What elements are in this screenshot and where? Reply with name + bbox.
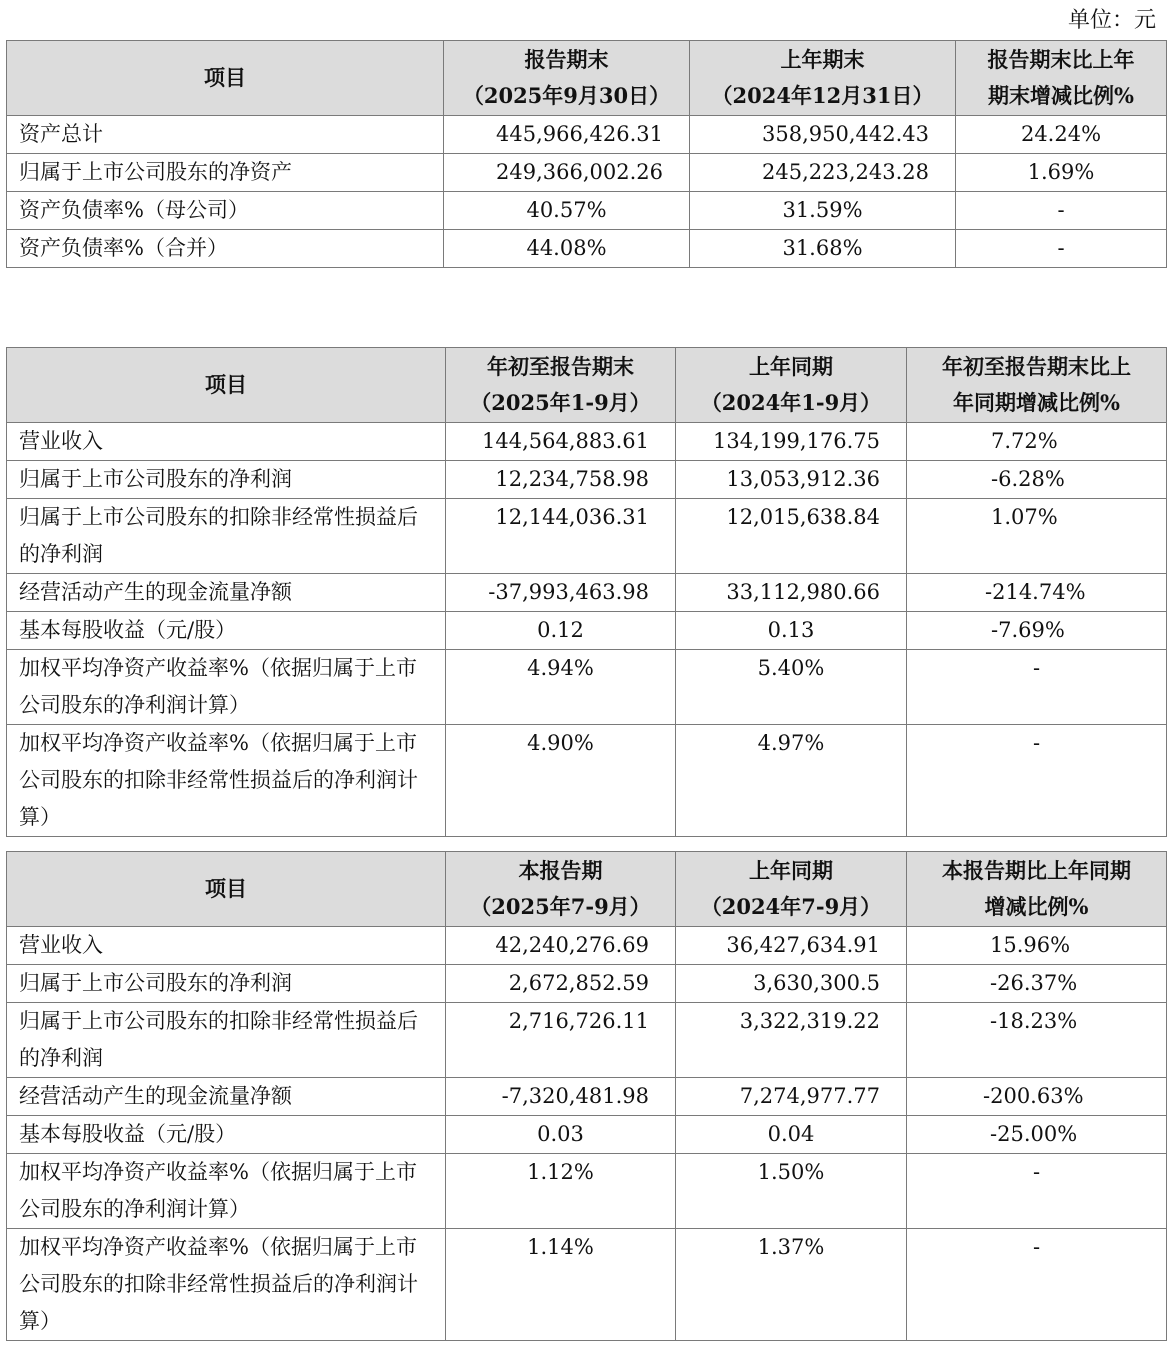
table-row: [7, 192, 1167, 230]
table-row: [7, 725, 1167, 837]
row-current: 12,234,758.98: [446, 461, 676, 499]
row-prior: 134,199,176.75: [676, 423, 907, 461]
row-prior: 5.40%: [676, 650, 907, 725]
row-current: 40.57%: [444, 192, 690, 230]
table-header-row: [7, 41, 1167, 116]
row-current: 144,564,883.61: [446, 423, 676, 461]
row-change: -: [956, 192, 1167, 230]
row-change: 1.69%: [956, 154, 1167, 192]
row-change: 24.24%: [956, 116, 1167, 154]
row-change: -200.63%: [907, 1078, 1167, 1116]
row-prior: 13,053,912.36: [676, 461, 907, 499]
row-prior: 33,112,980.66: [676, 574, 907, 612]
row-current: -37,993,463.98: [446, 574, 676, 612]
row-prior: 0.04: [676, 1116, 907, 1154]
row-item: 归属于上市公司股东的净利润: [7, 461, 446, 499]
row-prior: 12,015,638.84: [676, 499, 907, 574]
row-item: 归属于上市公司股东的净利润: [7, 965, 446, 1003]
table-row: [7, 230, 1167, 268]
row-prior: 1.50%: [676, 1154, 907, 1229]
row-current: 42,240,276.69: [446, 927, 676, 965]
row-prior: 358,950,442.43: [690, 116, 956, 154]
row-current: 2,716,726.11: [446, 1003, 676, 1078]
row-prior: 4.97%: [676, 725, 907, 837]
row-change: 15.96%: [907, 927, 1167, 965]
header-change: 本报告期比上年同期 增减比例%: [907, 852, 1167, 927]
header-change: 年初至报告期末比上 年同期增减比例%: [907, 348, 1167, 423]
table-row: [7, 1116, 1167, 1154]
row-item: 归属于上市公司股东的净资产: [7, 154, 444, 192]
header-item: 项目: [7, 41, 444, 116]
row-change: -: [907, 1229, 1167, 1341]
header-current-period: 本报告期 （2025年7-9月）: [446, 852, 676, 927]
table-row: [7, 650, 1167, 725]
row-current: 2,672,852.59: [446, 965, 676, 1003]
table-row: [7, 1154, 1167, 1229]
row-item: 基本每股收益（元/股）: [7, 1116, 446, 1154]
table-row: [7, 423, 1167, 461]
row-change: -214.74%: [907, 574, 1167, 612]
row-change: -: [907, 725, 1167, 837]
row-item: 归属于上市公司股东的扣除非经常性损益后的净利润: [7, 1003, 446, 1078]
table-row: [7, 154, 1167, 192]
row-change: -18.23%: [907, 1003, 1167, 1078]
row-item: 基本每股收益（元/股）: [7, 612, 446, 650]
row-current: 249,366,002.26: [444, 154, 690, 192]
header-item: 项目: [7, 348, 446, 423]
row-current: 1.14%: [446, 1229, 676, 1341]
row-prior: 0.13: [676, 612, 907, 650]
header-change: 报告期末比上年 期末增减比例%: [956, 41, 1167, 116]
row-item: 加权平均净资产收益率%（依据归属于上市公司股东的净利润计算）: [7, 1154, 446, 1229]
row-change: 1.07%: [907, 499, 1167, 574]
row-prior: 36,427,634.91: [676, 927, 907, 965]
balance-table: [6, 40, 1167, 268]
row-current: -7,320,481.98: [446, 1078, 676, 1116]
row-item: 资产负债率%（母公司）: [7, 192, 444, 230]
table-row: [7, 1229, 1167, 1341]
row-current: 4.90%: [446, 725, 676, 837]
table-header-row: [7, 852, 1167, 927]
header-item: 项目: [7, 852, 446, 927]
row-prior: 3,322,319.22: [676, 1003, 907, 1078]
row-item: 加权平均净资产收益率%（依据归属于上市公司股东的净利润计算）: [7, 650, 446, 725]
row-item: 加权平均净资产收益率%（依据归属于上市公司股东的扣除非经常性损益后的净利润计算）: [7, 1229, 446, 1341]
row-current: 12,144,036.31: [446, 499, 676, 574]
header-prior-period: 上年同期 （2024年7-9月）: [676, 852, 907, 927]
table-row: [7, 574, 1167, 612]
row-change: 7.72%: [907, 423, 1167, 461]
row-change: -: [956, 230, 1167, 268]
table-row: [7, 927, 1167, 965]
header-prior-period: 上年同期 （2024年1-9月）: [676, 348, 907, 423]
row-item: 归属于上市公司股东的扣除非经常性损益后的净利润: [7, 499, 446, 574]
table-row: [7, 116, 1167, 154]
table-row: [7, 499, 1167, 574]
table-row: [7, 1078, 1167, 1116]
row-current: 44.08%: [444, 230, 690, 268]
row-change: -6.28%: [907, 461, 1167, 499]
row-change: -25.00%: [907, 1116, 1167, 1154]
row-item: 经营活动产生的现金流量净额: [7, 574, 446, 612]
row-change: -26.37%: [907, 965, 1167, 1003]
row-current: 0.12: [446, 612, 676, 650]
row-prior: 31.68%: [690, 230, 956, 268]
table-header-row: [7, 348, 1167, 423]
row-item: 资产负债率%（合并）: [7, 230, 444, 268]
row-item: 加权平均净资产收益率%（依据归属于上市公司股东的扣除非经常性损益后的净利润计算）: [7, 725, 446, 837]
row-change: -: [907, 650, 1167, 725]
row-current: 1.12%: [446, 1154, 676, 1229]
row-item: 资产总计: [7, 116, 444, 154]
row-change: -7.69%: [907, 612, 1167, 650]
row-change: -: [907, 1154, 1167, 1229]
ytd-table: [6, 347, 1167, 837]
row-item: 营业收入: [7, 423, 446, 461]
table-row: [7, 965, 1167, 1003]
table-row: [7, 612, 1167, 650]
row-prior: 3,630,300.5: [676, 965, 907, 1003]
row-item: 经营活动产生的现金流量净额: [7, 1078, 446, 1116]
row-item: 营业收入: [7, 927, 446, 965]
header-prior-period: 上年期末 （2024年12月31日）: [690, 41, 956, 116]
quarter-table: [6, 851, 1167, 1341]
header-current-period: 报告期末 （2025年9月30日）: [444, 41, 690, 116]
row-current: 0.03: [446, 1116, 676, 1154]
header-current-period: 年初至报告期末 （2025年1-9月）: [446, 348, 676, 423]
row-prior: 245,223,243.28: [690, 154, 956, 192]
row-prior: 7,274,977.77: [676, 1078, 907, 1116]
row-current: 4.94%: [446, 650, 676, 725]
table-row: [7, 461, 1167, 499]
table-row: [7, 1003, 1167, 1078]
row-current: 445,966,426.31: [444, 116, 690, 154]
unit-label: 单位：元: [1067, 8, 1156, 33]
row-prior: 1.37%: [676, 1229, 907, 1341]
row-prior: 31.59%: [690, 192, 956, 230]
